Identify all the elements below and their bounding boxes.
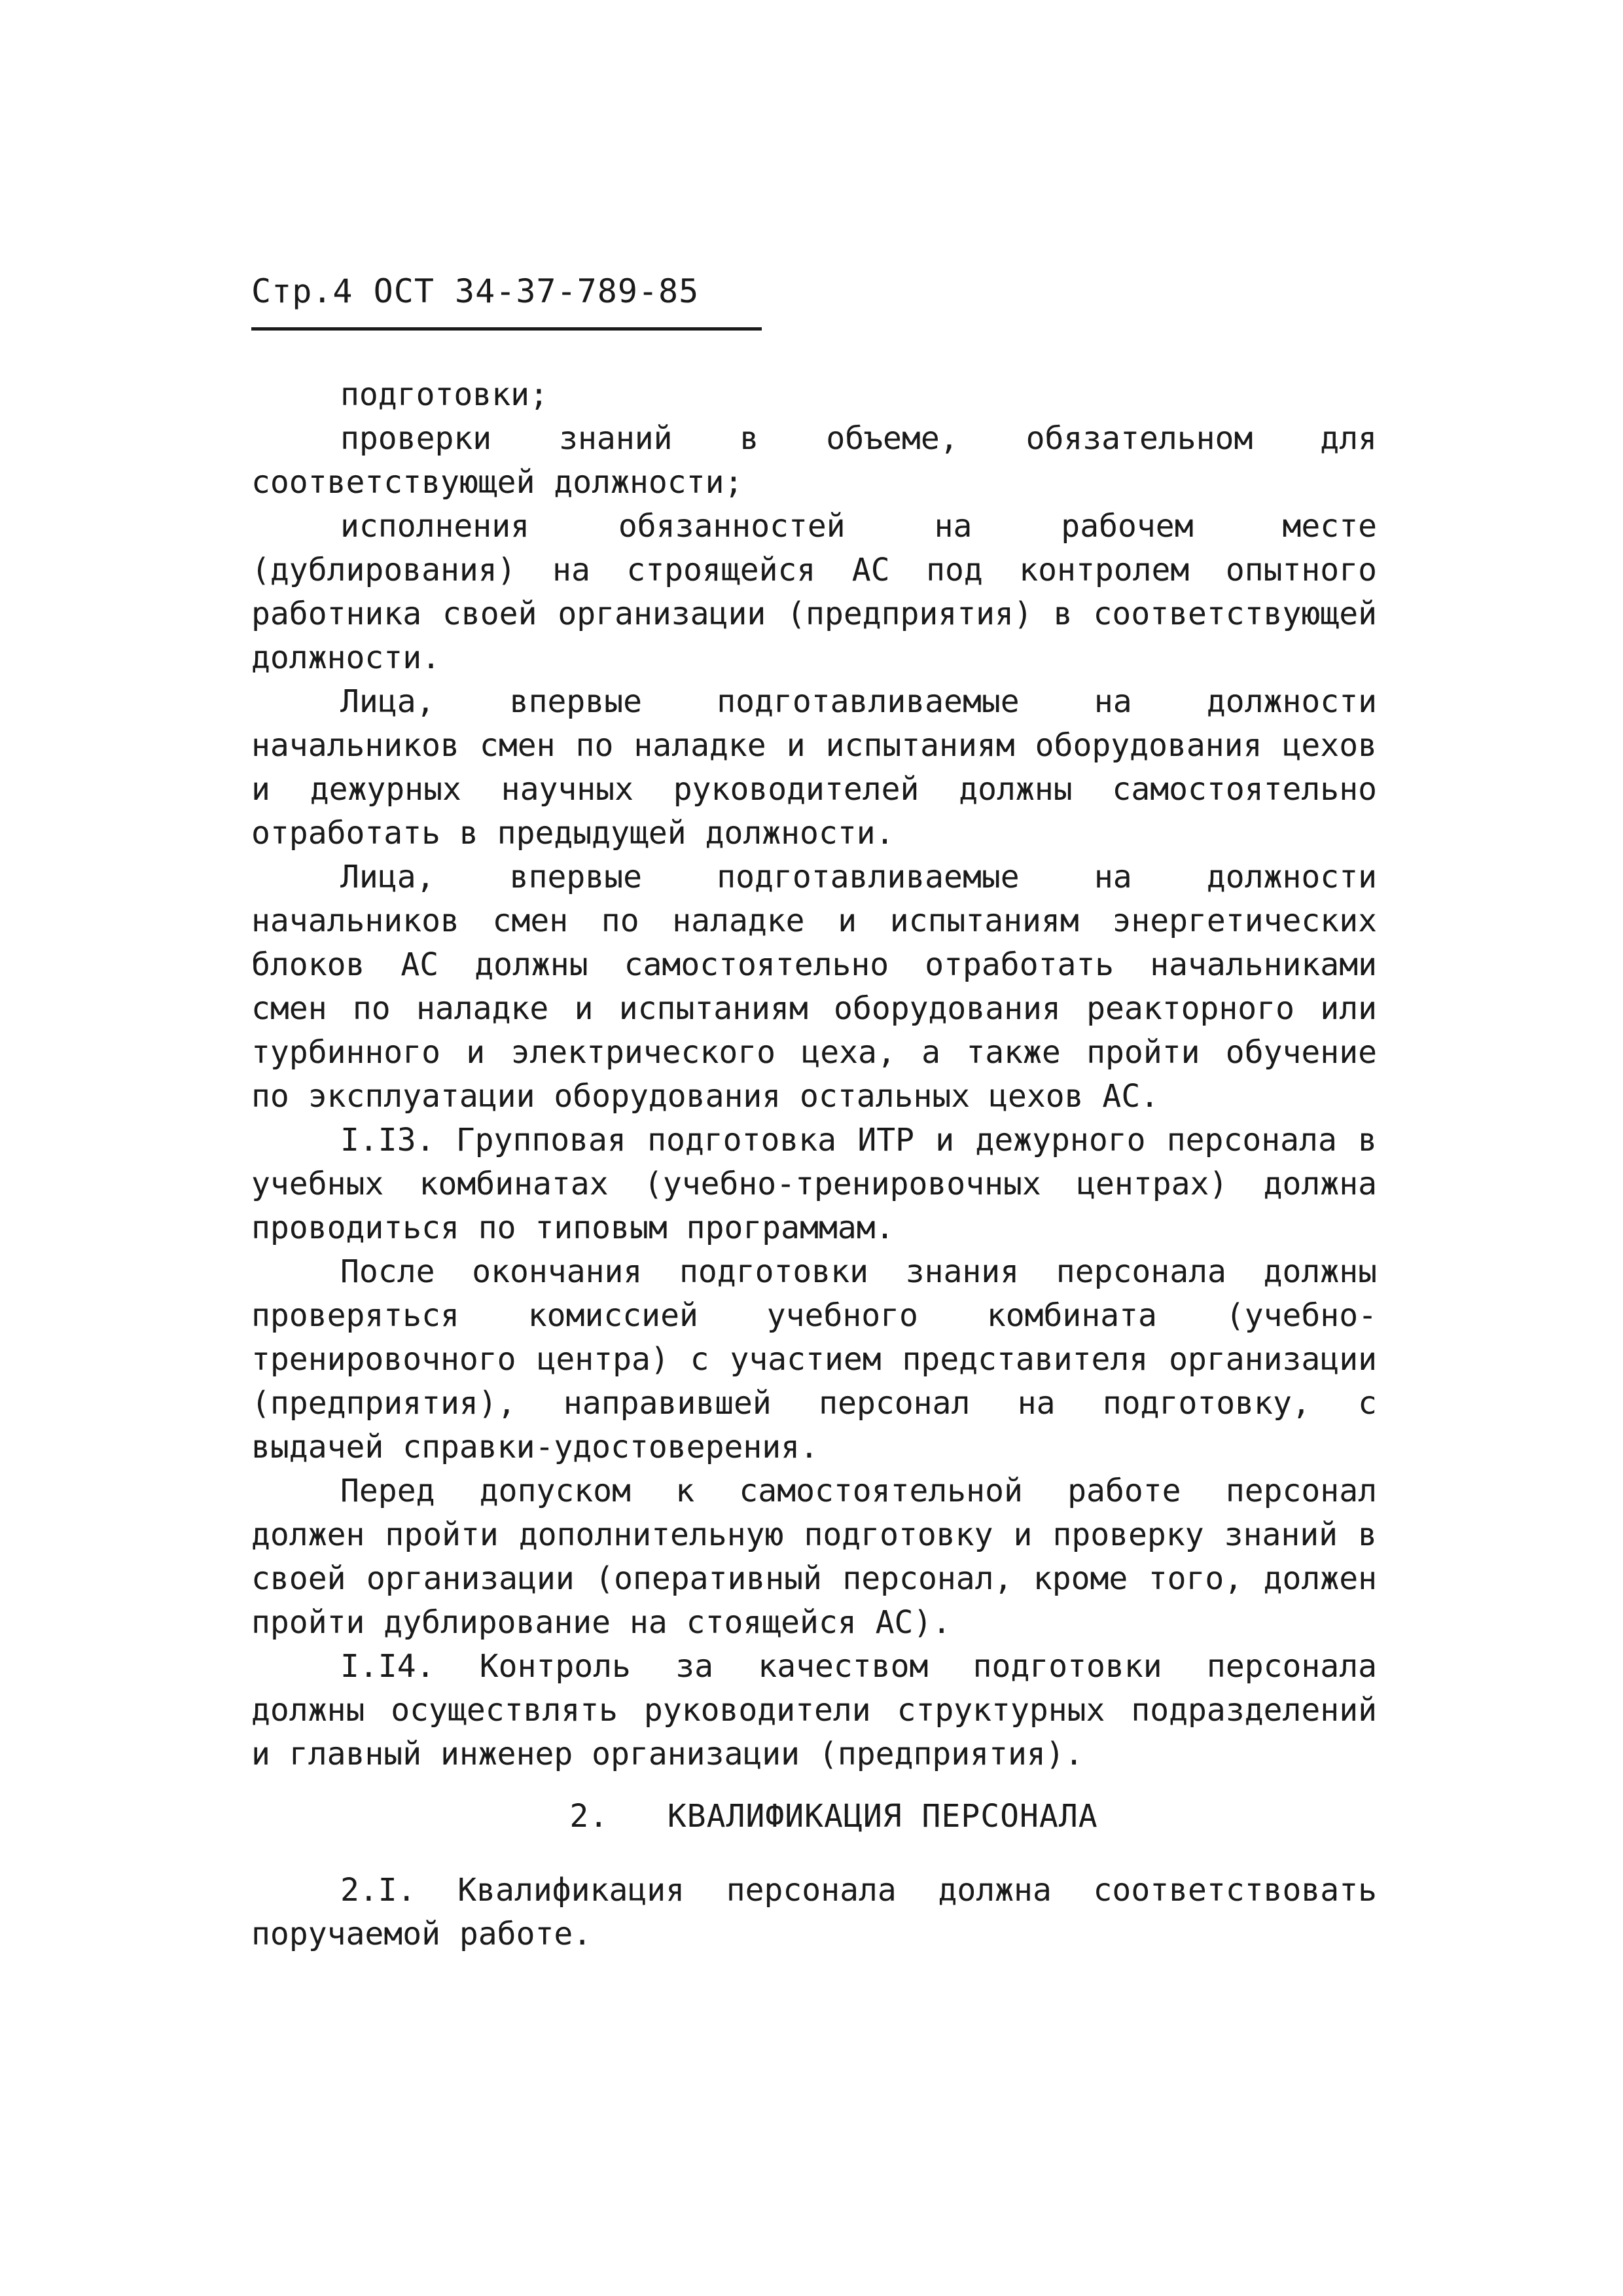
paragraph-8: Перед допуском к самостоятельной работе персонал должен пройти дополнительную подготовку и проверку знаний в своей организации (оперативный персонал, кроме того, должен пройти дублирование на стоящейся АС). — [251, 1473, 1377, 1641]
paragraph-1: подготовки; — [340, 376, 548, 413]
paragraph-3: исполнения обязанностей на рабочем месте (дублирования) на строящейся АС под контролем опытного работника своей организации (предприятия) в соответствующей должности. — [251, 508, 1377, 676]
paragraph-2: проверки знаний в объеме, обязательном для соответствующей должности; — [251, 420, 1377, 501]
document-body — [251, 373, 1377, 1956]
final-paragraph: 2.I. Квалификация персонала должна соответствовать поручаемой работе. — [251, 1872, 1377, 1952]
page-label: Стр.4 ОСТ 34-37-789-85 — [251, 272, 700, 310]
page-header — [251, 272, 700, 310]
section-title: КВАЛИФИКАЦИЯ ПЕРСОНАЛА — [667, 1798, 1098, 1835]
section-number: 2. — [569, 1798, 609, 1835]
paragraph-4: Лица, впервые подготавливаемые на должности начальников смен по наладке и испытаниям оборудования цехов и дежурных научных руководителей должны самостоятельно отработать в предыдущей должности. — [251, 683, 1377, 852]
header-underline — [251, 327, 762, 331]
paragraph-9: I.I4. Контроль за качеством подготовки персонала должны осуществлять руководители структурных подразделений и главный инженер организации (предприятия). — [251, 1648, 1377, 1772]
paragraph-7: После окончания подготовки знания персонала должны проверяться комиссией учебного комбината (учебно-тренировочного центра) с участием представителя организации (предприятия), направившей персонал на подготовку, с выдачей справки-удостоверения. — [251, 1253, 1377, 1465]
paragraph-5: Лица, впервые подготавливаемые на должности начальников смен по наладке и испытаниям энергетических блоков АС должны самостоятельно отработать начальниками смен по наладке и испытаниям оборудования реакторного или турбинного и электрического цеха, а также пройти обучение по эксплуатации оборудования остальных цехов АС. — [251, 859, 1377, 1115]
paragraph-6: I.I3. Групповая подготовка ИТР и дежурного персонала в учебных комбинатах (учебно-тренировочных центрах) должна проводиться по типовым программам. — [251, 1122, 1377, 1246]
section-heading — [251, 1795, 1377, 1839]
